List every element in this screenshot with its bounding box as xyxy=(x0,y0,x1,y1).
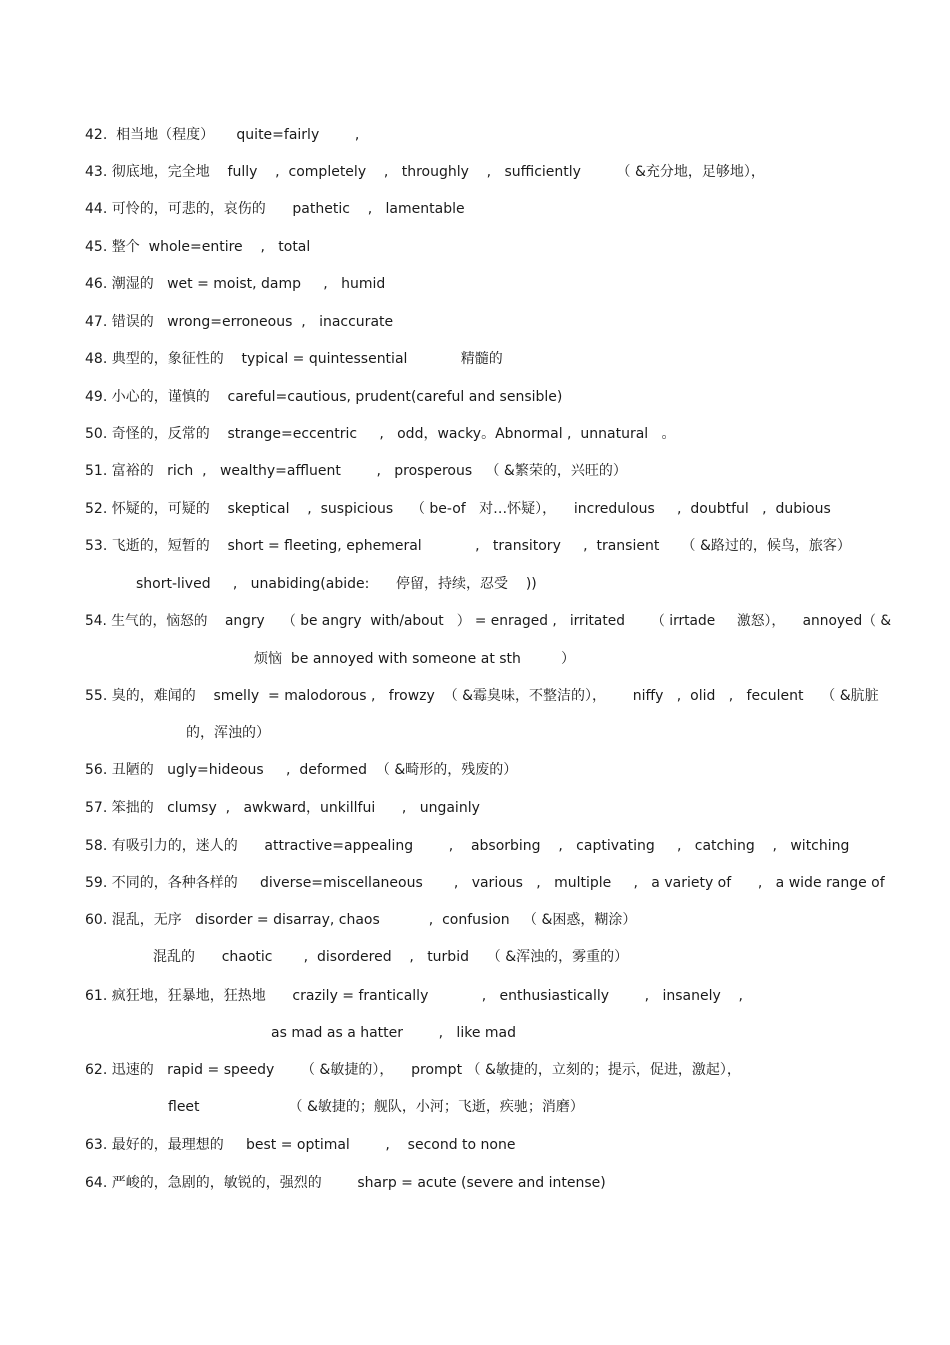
entry-text: 59. 不同的，各种各样的 diverse=miscellaneous , various , multiple , a variety of , a wide range of xyxy=(85,875,885,891)
entry-text: 63. 最好的，最理想的 best = optimal , second to none xyxy=(85,1137,516,1153)
entry-text: 54. 生气的，恼怒的 angry （ be angry with/about ） = enraged , irritated （ irrtade 激怒）， annoyed（ & xyxy=(85,613,892,629)
entry-text: 64. 严峻的，急剧的，敏锐的，强烈的 sharp = acute (severe and intense) xyxy=(85,1175,606,1191)
entry-text: 53. 飞逝的，短暂的 short = fleeting, ephemeral , transitory , transient （ &路过的，候鸟，旅客） xyxy=(85,538,851,554)
entry-text: 烦恼 be annoyed with someone at sth ） xyxy=(254,651,575,667)
entry-text: fleet （ &敏捷的；舰队，小河；飞逝，疾驰；消磨） xyxy=(168,1099,584,1115)
entry-text: 的，浑浊的） xyxy=(186,725,270,741)
entry-text: 62. 迅速的 rapid = speedy （ &敏捷的）， prompt （ &敏捷的，立刻的；提示，促进，激起）， xyxy=(85,1062,741,1078)
entry-text: 47. 错误的 wrong=erroneous , inaccurate xyxy=(85,314,394,330)
entry-text: 61. 疯狂地，狂暴地，狂热地 crazily = frantically , enthusiastically , insanely , xyxy=(85,988,743,1004)
entry-text: 56. 丑陋的 ugly=hideous , deformed （ &畸形的，残废的） xyxy=(85,762,518,778)
entry-text: 51. 富裕的 rich , wealthy=affluent , prosperous （ &繁荣的，兴旺的） xyxy=(85,463,627,479)
entry-text: 57. 笨拙的 clumsy , awkward，unkillfui , ungainly xyxy=(85,800,480,816)
entry-text: 42. 相当地（程度） quite=fairly , xyxy=(85,127,360,143)
entry-text: 58. 有吸引力的，迷人的 attractive=appealing , absorbing , captivating , catching , witching xyxy=(85,838,850,854)
entry-text: 52. 怀疑的，可疑的 skeptical , suspicious （ be-of 对…怀疑）， incredulous , doubtful , dubious xyxy=(85,501,831,517)
entry-text: 43. 彻底地，完全地 fully , completely , throughly , sufficiently （ &充分地，足够地）， xyxy=(85,164,765,180)
entry-text: 50. 奇怪的，反常的 strange=eccentric , odd，wacky。Abnormal , unnatural 。 xyxy=(85,426,676,442)
entry-text: 44. 可怜的，可悲的，哀伤的 pathetic , lamentable xyxy=(85,201,465,217)
entry-text: 48. 典型的，象征性的 typical = quintessential 精髓的 xyxy=(85,351,503,367)
entry-text: 55. 臭的，难闻的 smelly = malodorous , frowzy （ &霉臭味，不整洁的）， niffy , olid , feculent （ &肮脏 xyxy=(85,688,879,704)
entry-text: 46. 潮湿的 wet = moist, damp , humid xyxy=(85,276,386,292)
entry-text: short-lived , unabiding(abide: 停留，持续，忍受 )) xyxy=(136,576,537,592)
entry-text: 45. 整个 whole=entire , total xyxy=(85,239,311,255)
entry-text: 60. 混乱，无序 disorder = disarray, chaos , confusion （ &困惑，糊涂） xyxy=(85,912,637,928)
entry-text: 混乱的 chaotic , disordered , turbid （ &浑浊的，雾重的） xyxy=(153,949,629,965)
entry-text: 49. 小心的，谨慎的 careful=cautious, prudent(careful and sensible) xyxy=(85,389,563,405)
entry-text: as mad as a hatter , like mad xyxy=(271,1025,516,1041)
